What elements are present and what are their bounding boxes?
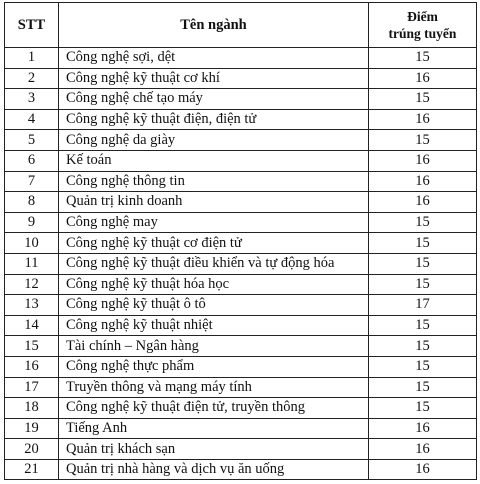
row-major-name: Quản trị khách sạn (59, 439, 369, 460)
row-score: 15 (369, 212, 477, 233)
row-major-name: Công nghệ kỹ thuật hóa học (59, 274, 369, 295)
header-stt: STT (5, 3, 59, 48)
row-major-name: Tiếng Anh (59, 418, 369, 439)
row-major-name: Công nghệ kỹ thuật điện tử, truyền thông (59, 398, 369, 419)
table-row (5, 171, 477, 192)
row-stt: 1 (5, 48, 59, 69)
header-score (369, 3, 477, 48)
row-stt: 12 (5, 274, 59, 295)
row-score: 15 (369, 315, 477, 336)
table-row (5, 109, 477, 130)
row-stt: 9 (5, 212, 59, 233)
table-row (5, 356, 477, 377)
row-score: 15 (369, 274, 477, 295)
table-row (5, 192, 477, 213)
table-row (5, 150, 477, 171)
table-row (5, 212, 477, 233)
row-major-name: Công nghệ da giày (59, 130, 369, 151)
table-row (5, 89, 477, 110)
table-row (5, 377, 477, 398)
row-stt: 7 (5, 171, 59, 192)
row-major-name: Công nghệ thông tin (59, 171, 369, 192)
row-score: 16 (369, 109, 477, 130)
row-stt: 16 (5, 356, 59, 377)
row-stt: 21 (5, 459, 59, 480)
header-score-line1: Điểm (407, 9, 438, 24)
table-row (5, 336, 477, 357)
row-major-name: Quản trị nhà hàng và dịch vụ ăn uống (59, 459, 369, 480)
row-major-name: Công nghệ kỹ thuật điện, điện tử (59, 109, 369, 130)
table-row (5, 398, 477, 419)
row-major-name: Công nghệ sợi, dệt (59, 48, 369, 69)
row-score: 15 (369, 253, 477, 274)
table-row (5, 48, 477, 69)
row-stt: 17 (5, 377, 59, 398)
row-stt: 10 (5, 233, 59, 254)
row-major-name: Công nghệ kỹ thuật ô tô (59, 295, 369, 316)
row-major-name: Công nghệ may (59, 212, 369, 233)
table-header-row (5, 3, 477, 48)
table-row (5, 274, 477, 295)
row-score: 15 (369, 356, 477, 377)
row-stt: 8 (5, 192, 59, 213)
admission-scores-document (4, 2, 476, 480)
table-body (5, 48, 477, 480)
row-score: 16 (369, 459, 477, 480)
table-row (5, 130, 477, 151)
row-stt: 20 (5, 439, 59, 460)
row-score: 16 (369, 439, 477, 460)
row-stt: 13 (5, 295, 59, 316)
row-stt: 5 (5, 130, 59, 151)
row-stt: 4 (5, 109, 59, 130)
row-score: 16 (369, 171, 477, 192)
header-score-line2: trúng tuyển (388, 26, 457, 41)
row-major-name: Tài chính – Ngân hàng (59, 336, 369, 357)
row-major-name: Kế toán (59, 150, 369, 171)
row-stt: 18 (5, 398, 59, 419)
table-row (5, 315, 477, 336)
row-score: 15 (369, 377, 477, 398)
row-score: 15 (369, 336, 477, 357)
row-stt: 3 (5, 89, 59, 110)
table-row (5, 233, 477, 254)
row-score: 16 (369, 150, 477, 171)
table-row (5, 439, 477, 460)
table-row (5, 253, 477, 274)
table-row (5, 295, 477, 316)
row-score: 15 (369, 130, 477, 151)
row-score: 15 (369, 398, 477, 419)
row-stt: 15 (5, 336, 59, 357)
row-major-name: Công nghệ kỹ thuật cơ khí (59, 68, 369, 89)
row-stt: 6 (5, 150, 59, 171)
header-major-name: Tên ngành (59, 3, 369, 48)
row-score: 16 (369, 418, 477, 439)
admission-scores-table (4, 2, 477, 480)
row-stt: 14 (5, 315, 59, 336)
row-score: 17 (369, 295, 477, 316)
row-major-name: Truyền thông và mạng máy tính (59, 377, 369, 398)
row-stt: 11 (5, 253, 59, 274)
row-score: 15 (369, 233, 477, 254)
row-score: 16 (369, 68, 477, 89)
row-major-name: Công nghệ kỹ thuật cơ điện tử (59, 233, 369, 254)
row-score: 15 (369, 48, 477, 69)
row-major-name: Công nghệ kỹ thuật nhiệt (59, 315, 369, 336)
table-row (5, 459, 477, 480)
row-major-name: Công nghệ chế tạo máy (59, 89, 369, 110)
row-score: 15 (369, 89, 477, 110)
row-major-name: Quản trị kinh doanh (59, 192, 369, 213)
row-stt: 2 (5, 68, 59, 89)
row-stt: 19 (5, 418, 59, 439)
row-major-name: Công nghệ thực phẩm (59, 356, 369, 377)
row-major-name: Công nghệ kỹ thuật điều khiển và tự động hóa (59, 253, 369, 274)
row-score: 16 (369, 192, 477, 213)
table-row (5, 68, 477, 89)
table-row (5, 418, 477, 439)
